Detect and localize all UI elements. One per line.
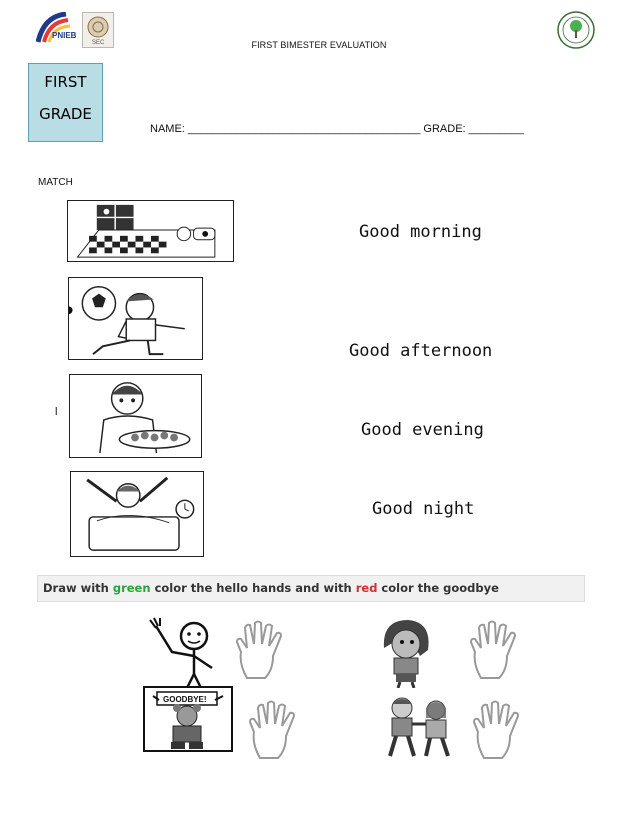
grade-box	[28, 63, 103, 142]
night-bed-picture[interactable]	[67, 200, 234, 262]
instruction-text: color the goodbye	[377, 581, 499, 595]
grade-box-line1: FIRST	[44, 73, 87, 91]
phrase-good-afternoon[interactable]: Good afternoon	[349, 341, 493, 361]
document-title: FIRST BIMESTER EVALUATION	[251, 40, 387, 50]
stray-mark: l	[55, 406, 58, 418]
grade-box-line2: GRADE	[39, 105, 92, 123]
hand-outline-4[interactable]	[470, 700, 534, 762]
waking-up-picture[interactable]	[70, 471, 204, 557]
instruction-red-word: red	[355, 581, 378, 595]
phrase-good-evening[interactable]: Good evening	[361, 420, 484, 440]
phrase-good-morning[interactable]: Good morning	[359, 222, 482, 242]
instruction-text: Draw with	[43, 581, 113, 595]
phrase-good-night[interactable]: Good night	[372, 499, 475, 519]
instruction-green-word: green	[112, 581, 151, 595]
instruction-text: color the hello hands and with	[150, 581, 356, 595]
man-dinner-picture[interactable]	[69, 374, 202, 458]
dora-illustration	[372, 616, 438, 688]
goodbye-bear-illustration	[143, 686, 233, 752]
svg-text:GOODBYE!: GOODBYE!	[163, 695, 207, 704]
svg-text:SEC: SEC	[92, 40, 105, 46]
boy-soccer-picture[interactable]	[68, 277, 203, 360]
hand-outline-3[interactable]	[246, 700, 310, 762]
match-heading: MATCH	[38, 177, 73, 188]
waving-boy-illustration	[142, 612, 222, 690]
kids-walking-illustration	[378, 694, 464, 764]
draw-instruction-banner	[37, 575, 585, 602]
hand-outline-1[interactable]	[233, 620, 297, 682]
svg-text:PNIEB: PNIEB	[52, 31, 77, 40]
hand-outline-2[interactable]	[467, 620, 531, 682]
name-grade-line[interactable]: NAME: ______________________________________ GRADE: _________	[150, 123, 524, 135]
